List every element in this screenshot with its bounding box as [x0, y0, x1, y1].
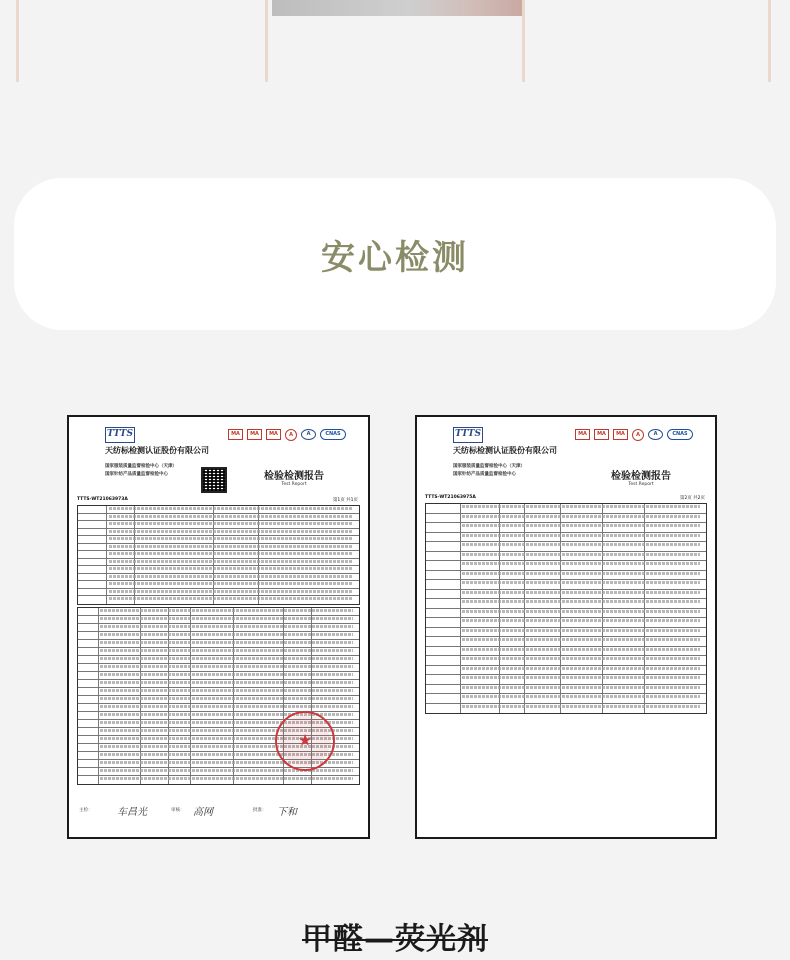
table-row	[78, 544, 359, 552]
certification-marks	[228, 429, 346, 441]
cal-mark-icon: A	[632, 429, 644, 441]
table-row	[426, 609, 706, 619]
table-row	[78, 574, 359, 582]
table-row	[426, 504, 706, 514]
table-row	[78, 551, 359, 559]
pole	[768, 0, 771, 82]
ilac-mark-icon: A	[301, 429, 316, 440]
pole	[522, 0, 525, 82]
ttts-logo: TTTS	[105, 427, 135, 443]
bottom-heading	[0, 914, 790, 958]
table-row	[426, 561, 706, 571]
qr-code-icon	[201, 467, 227, 493]
table-row	[78, 608, 359, 616]
test-report-page-2[interactable]	[415, 415, 717, 839]
table-row	[426, 647, 706, 657]
section-banner	[14, 178, 776, 330]
table-row	[78, 581, 359, 589]
top-photo-strip	[0, 0, 790, 82]
institute-name-2: 国家针纺产品质量监督检验中心	[105, 472, 168, 477]
table-row	[426, 675, 706, 685]
signature-approver: 下和	[277, 807, 297, 818]
table-row	[78, 640, 359, 648]
test-report-page-1[interactable]	[67, 415, 370, 839]
table-row	[426, 694, 706, 704]
report-number: TTTS-WT21063973A	[77, 497, 128, 502]
bottom-title: 甲醛—荧光剂	[302, 922, 488, 957]
certification-marks	[575, 429, 693, 441]
table-row	[78, 589, 359, 597]
table-row	[78, 768, 359, 776]
table-row	[426, 552, 706, 562]
table-row	[78, 616, 359, 624]
table-row	[426, 685, 706, 695]
cma-mark-icon: MA	[594, 429, 609, 440]
ilac-mark-icon: A	[648, 429, 663, 440]
signature-label: 主检：	[79, 808, 93, 813]
table-row	[426, 637, 706, 647]
table-row	[426, 628, 706, 638]
table-row	[426, 590, 706, 600]
table-row	[78, 596, 359, 604]
page-indicator: 第1页 共1页	[332, 498, 358, 503]
report-header	[425, 425, 707, 465]
section-title: 安心检测	[321, 237, 469, 278]
table-row	[426, 599, 706, 609]
product-photo-crop	[272, 0, 522, 16]
institute-name: 国家服装质量监督检验中心（天津）	[453, 464, 525, 469]
table-row	[78, 559, 359, 567]
official-seal-icon	[275, 711, 335, 771]
results-table	[425, 503, 707, 714]
table-row	[78, 566, 359, 574]
table-row	[78, 521, 359, 529]
table-row	[78, 529, 359, 537]
cma-mark-icon: MA	[247, 429, 262, 440]
signature-label: 审核：	[171, 808, 185, 813]
table-row	[78, 672, 359, 680]
table-row	[426, 523, 706, 533]
ttts-logo: TTTS	[453, 427, 483, 443]
institute-name: 国家服装质量监督检验中心（天津）	[105, 464, 177, 469]
cnas-mark-icon: CNAS	[667, 429, 693, 440]
table-row	[78, 776, 359, 784]
table-row	[78, 506, 359, 514]
report-number: TTTS-WT21063975A	[425, 495, 476, 500]
table-row	[78, 680, 359, 688]
table-row	[426, 542, 706, 552]
cnas-mark-icon: CNAS	[320, 429, 346, 440]
cma-mark-icon: MA	[266, 429, 281, 440]
table-row	[426, 656, 706, 666]
pole	[16, 0, 19, 82]
company-name: 天纺标检测认证股份有限公司	[453, 446, 557, 455]
table-row	[78, 664, 359, 672]
table-row	[426, 704, 706, 714]
pole	[265, 0, 268, 82]
table-row	[426, 618, 706, 628]
cal-mark-icon: A	[285, 429, 297, 441]
table-row	[78, 632, 359, 640]
table-row	[78, 514, 359, 522]
table-row	[78, 536, 359, 544]
table-row	[78, 704, 359, 712]
table-row	[78, 648, 359, 656]
table-row	[426, 533, 706, 543]
table-row	[426, 666, 706, 676]
page-indicator: 第2页 共2页	[679, 496, 705, 501]
table-row	[426, 571, 706, 581]
signature-inspector: 车昌光	[117, 807, 147, 818]
signature-reviewer: 高网	[193, 807, 213, 818]
table-row	[78, 696, 359, 704]
table-row	[78, 624, 359, 632]
sample-info-table	[77, 505, 360, 605]
table-row	[78, 656, 359, 664]
cma-mark-icon: MA	[613, 429, 628, 440]
table-row	[78, 688, 359, 696]
table-row	[426, 514, 706, 524]
cma-mark-icon: MA	[228, 429, 243, 440]
institute-name-2: 国家针纺产品质量监督检验中心	[453, 472, 516, 477]
company-name: 天纺标检测认证股份有限公司	[105, 446, 209, 455]
signature-label: 批准：	[253, 808, 267, 813]
report-title: 检验检测报告 Test Report	[611, 471, 671, 487]
report-title: 检验检测报告 Test Report	[264, 471, 324, 487]
cma-mark-icon: MA	[575, 429, 590, 440]
report-header	[77, 425, 360, 465]
table-row	[426, 580, 706, 590]
